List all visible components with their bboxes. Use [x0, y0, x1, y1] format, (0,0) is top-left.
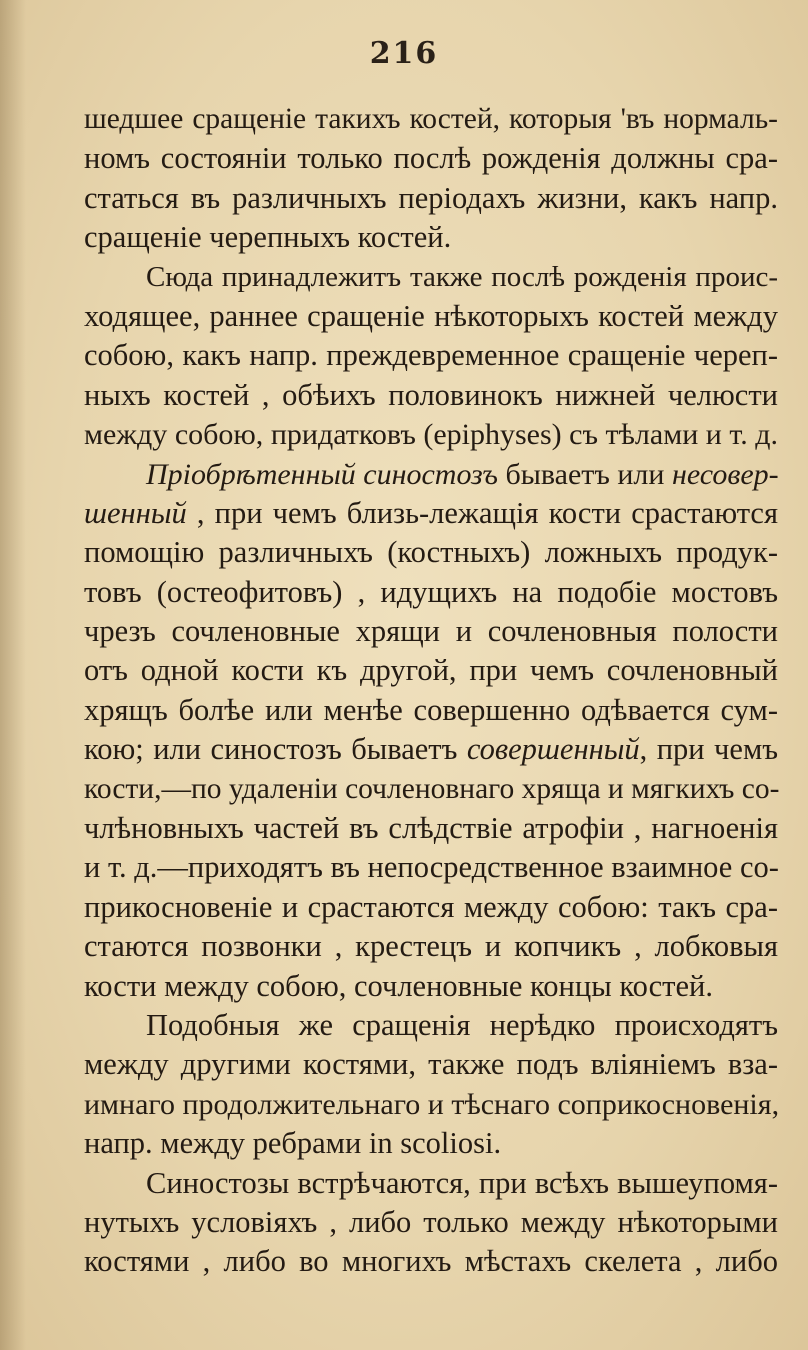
- text-segment: прикосновеніе и срастаются между собою: такъ сра-: [84, 889, 778, 924]
- text-segment: напр. между ребрами in scoliosi.: [84, 1126, 502, 1161]
- text-segment: отъ одной кости къ другой, при чемъ сочленовный: [84, 653, 778, 688]
- text-segment: Подобныя же сращенія нерѣдко происходятъ: [146, 1007, 778, 1042]
- text-line: [84, 415, 778, 454]
- text-line: [84, 100, 778, 139]
- text-segment: чрезъ сочленовные хрящи и сочленовныя полости: [84, 614, 778, 649]
- text-line: [84, 1164, 778, 1203]
- text-segment: Сюда принадлежитъ также послѣ рожденія проис-: [146, 260, 778, 293]
- text-segment: Синостозы встрѣчаются, при всѣхъ вышеупомя-: [146, 1165, 778, 1200]
- text-line: [84, 927, 778, 966]
- italic-segment: Пріобрѣтенный синостозъ: [146, 457, 498, 491]
- text-segment: статься въ различныхъ періодахъ жизни, какъ напр.: [84, 180, 778, 215]
- text-segment: товъ (остеофитовъ) , идущихъ на подобіе мостовъ: [84, 574, 778, 609]
- page-edge-shadow: [0, 0, 26, 1350]
- text-segment: сращеніе черепныхъ костей.: [84, 220, 452, 255]
- text-segment: ныхъ костей , обѣихъ половинокъ нижней челюсти: [84, 377, 778, 412]
- text-line: [84, 258, 778, 297]
- text-segment: между собою, придатковъ (epiphyses) съ тѣлами и т. д.: [84, 418, 778, 452]
- text-segment: нутыхъ условіяхъ , либо только между нѣкоторыми: [84, 1204, 778, 1239]
- text-line: [84, 179, 778, 218]
- body-text: [84, 100, 778, 1282]
- text-segment: кости,—по удаленіи сочленовнаго хряща и мягкихъ со-: [84, 772, 780, 805]
- italic-segment: шенный: [84, 495, 187, 530]
- text-line: [84, 1045, 778, 1084]
- text-line: [84, 455, 778, 494]
- text-segment: собою, какъ напр. преждевременное сращеніе череп-: [84, 338, 778, 373]
- italic-segment: совершенный: [466, 732, 640, 767]
- text-line: [84, 651, 778, 690]
- text-segment: шедшее сращеніе такихъ костей, которыя 'въ нормаль-: [84, 103, 778, 135]
- text-segment: , при чемъ: [639, 732, 779, 767]
- text-line: [84, 848, 778, 887]
- text-segment: , при чемъ близь-лежащія кости срастаются: [186, 495, 778, 530]
- text-segment: помощію различныхъ (костныхъ) ложныхъ продук-: [84, 535, 778, 570]
- text-segment: хрящъ болѣе или менѣе совершенно одѣвается сум-: [84, 692, 778, 727]
- text-line: [84, 336, 778, 375]
- text-segment: бываетъ или: [497, 457, 672, 491]
- text-segment: костями , либо во многихъ мѣстахъ скелета , либо: [84, 1244, 778, 1279]
- text-line: [84, 770, 778, 809]
- text-segment: кою; или синостозъ бываетъ: [84, 732, 467, 767]
- text-segment: члѣновныхъ частей въ слѣдствіе атрофіи , нагноенія: [84, 811, 778, 846]
- text-line: [84, 376, 778, 415]
- text-segment: номъ состояніи только послѣ рожденія должны сра-: [84, 141, 778, 176]
- text-line: [84, 1124, 778, 1163]
- text-line: [84, 1006, 778, 1045]
- text-line: [84, 888, 778, 927]
- text-line: [84, 809, 778, 848]
- text-line: [84, 533, 778, 572]
- text-line: [84, 1085, 778, 1124]
- italic-segment: несовер-: [671, 457, 779, 491]
- text-segment: ходящее, раннее сращеніе нѣкоторыхъ костей между: [84, 298, 778, 333]
- text-line: [84, 573, 778, 612]
- text-line: [84, 297, 778, 336]
- text-segment: кости между собою, сочленовные концы костей.: [84, 968, 713, 1003]
- text-line: [84, 967, 778, 1006]
- text-line: [84, 612, 778, 651]
- text-line: [84, 139, 778, 178]
- text-line: [84, 730, 778, 769]
- text-line: [84, 1242, 778, 1281]
- page-number: 216: [369, 36, 439, 71]
- text-line: [84, 1203, 778, 1242]
- text-line: [84, 691, 778, 730]
- text-segment: стаются позвонки , крестецъ и копчикъ , лобковыя: [84, 929, 778, 964]
- text-line: [84, 218, 778, 257]
- text-segment: имнаго продолжительнаго и тѣснаго соприкосновенія,: [84, 1087, 780, 1121]
- text-line: [84, 494, 778, 533]
- text-segment: и т. д.—приходятъ въ непосредственное взаимное со-: [84, 850, 779, 885]
- text-segment: между другими костями, также подъ вліяніемъ вза-: [84, 1047, 778, 1082]
